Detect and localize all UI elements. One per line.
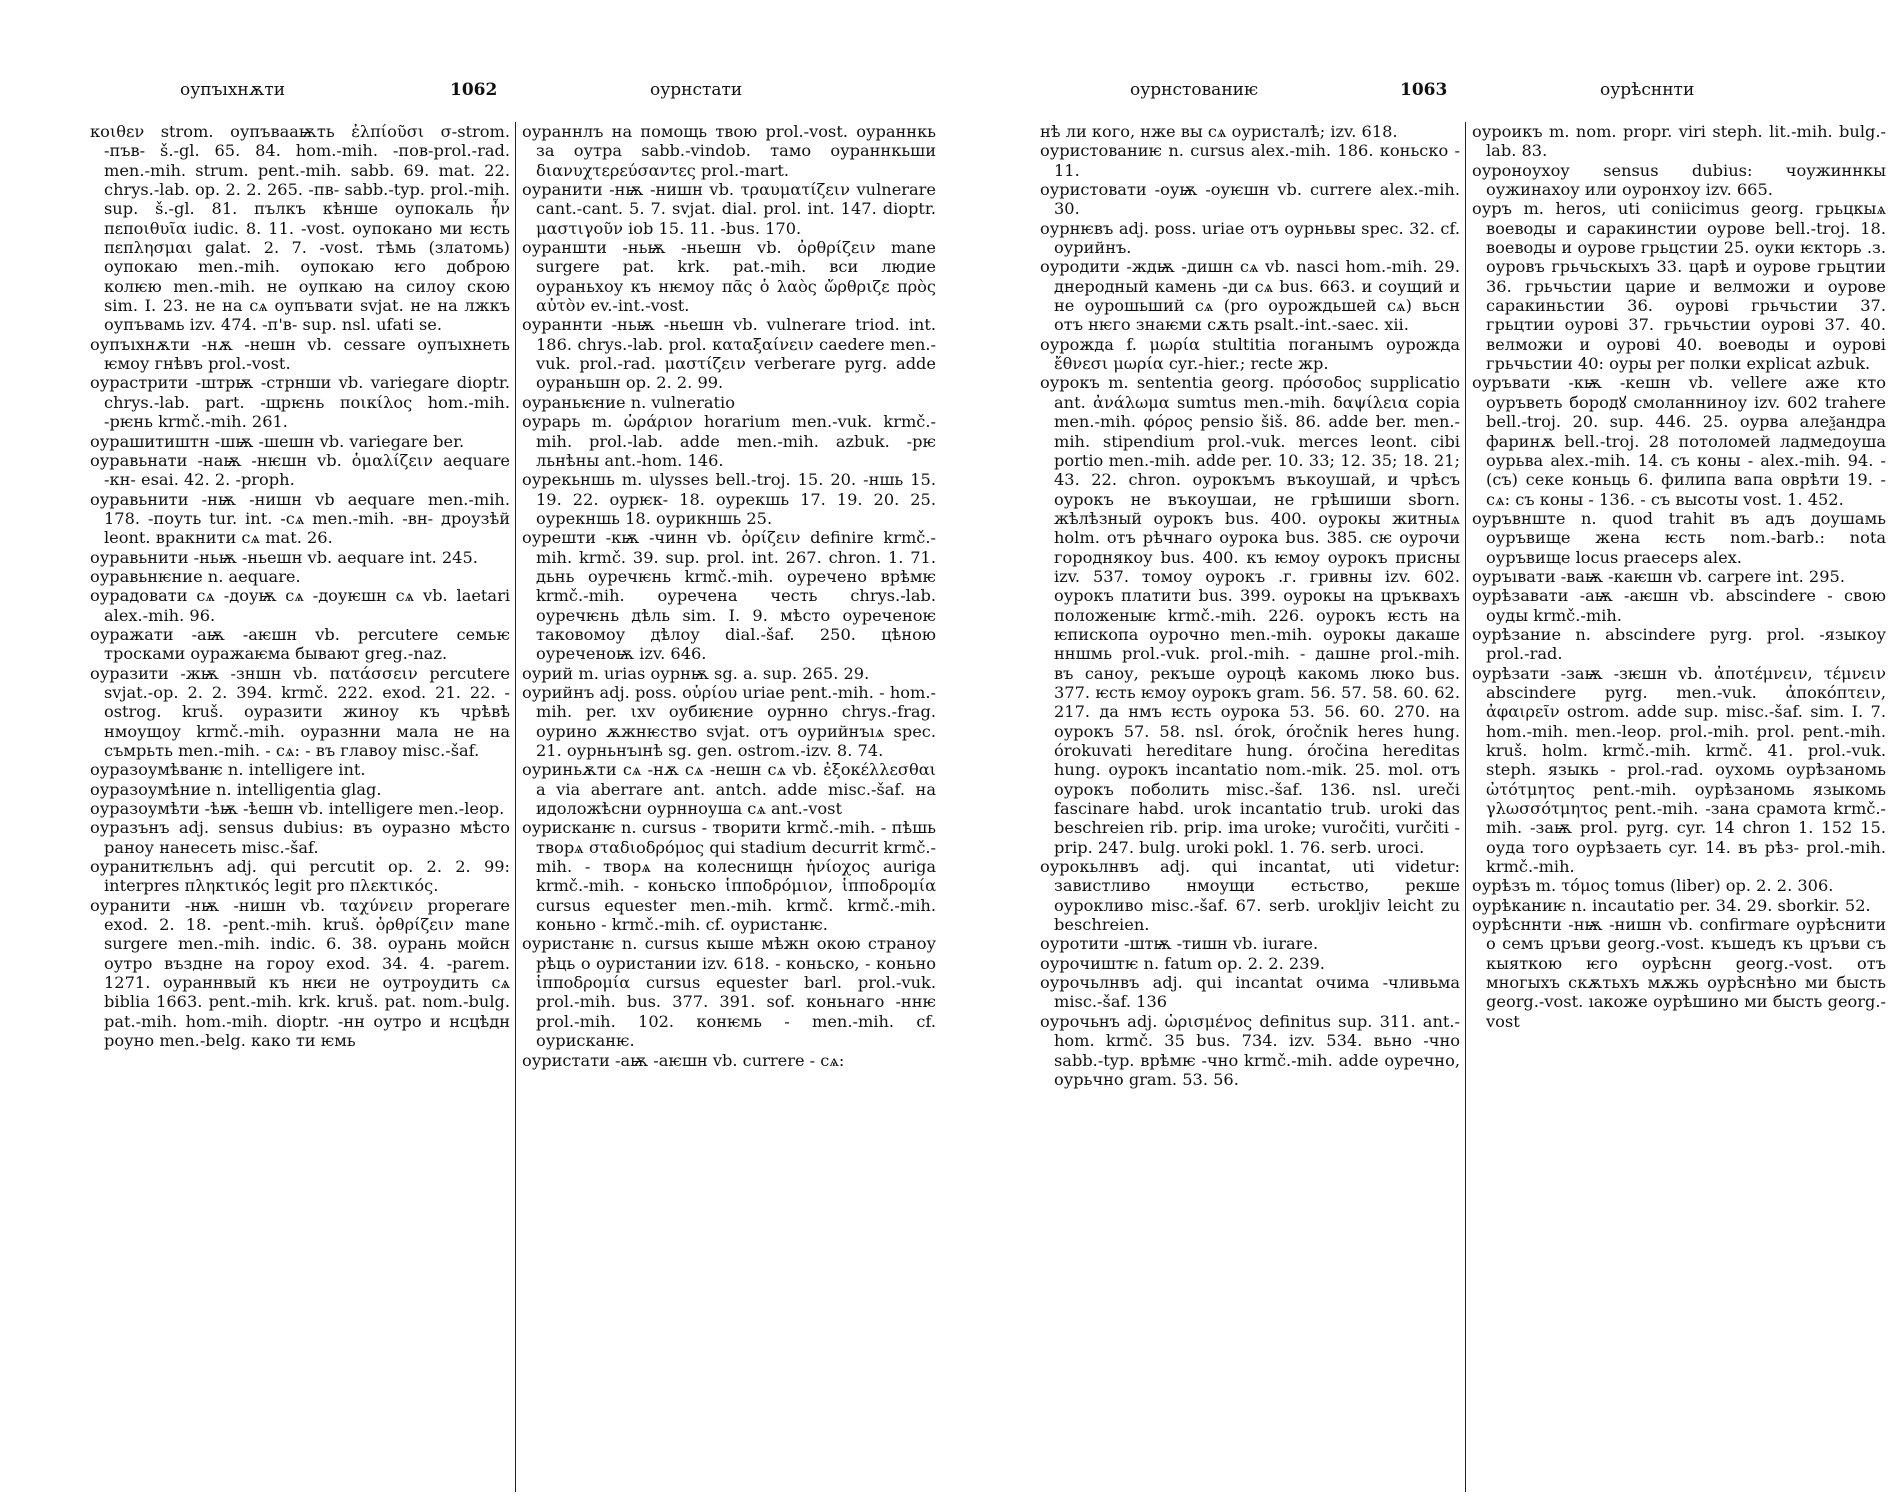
dictionary-entry: оурѣзавати -аѭ -аѥшн vb. abscindere - свою оуды krmč.-mih.	[1472, 586, 1886, 625]
dictionary-entry: оуранитѥльнъ adj. qui percutit op. 2. 2. 99: interpres πληκτικός legit pro πλεκτικός.	[90, 857, 510, 896]
dictionary-entry: оуравьнити -нѭ -нишн vb aequare men.-mih. 178. -поуть tur. int. -сѧ men.-mih. -вн- дроузѣй leont. вракнити сѧ mat. 26.	[90, 489, 510, 548]
dictionary-entry: оуразоумѣти -ѣѭ -ѣешн vb. intelligere men.-leop.	[90, 799, 505, 819]
dictionary-entry: оурочьнъ adj. ὡρισμένος definitus sup. 311. ant.-hom. krmč. 35 bus. 734. izv. 534. вьно -чно sabb.-typ. врѣмѥ -чно krmč.-mih. adde оуречно, оурьчно gram. 53. 56.	[1040, 1011, 1460, 1089]
dictionary-entry: оурнѥвъ adj. poss. uriae отъ оурньвы spec. 32. cf. оурийнъ.	[1040, 218, 1460, 258]
dictionary-entry: оурѣзати -заѭ -зѥшн vb. ἀποτέμνειν, τέμνειν abscindere pyrg. men.-vuk. ἀποκόπτειν, ἀφαιρεῖν ostrom. adde sup. misc.-šaf. sim. I. 7. hom.-mih. men.-leop. prol.-mih. prol. pent.-mih. kruš. holm. krmč.-mih. krmč. 41. prol.-vuk. steph. языкь - prol.-rad. оухомь оурѣзаномь ὠτότμητος pent.-mih. оурѣзаномь языкомь γλωσσότμητος pent.-mih. -зана срамота krmč.-mih. -заѭ prol. pyrg. cyr. 14 chron 1. 152 15. оуда того оурѣзаеть cyr. 14. въ рѣз- prol.-mih. krmč.-mih.	[1472, 663, 1886, 877]
dictionary-entry: оурий m. urias оурнѭ sg. a. sup. 265. 29.	[522, 663, 870, 683]
dictionary-entry: оурокьлнвъ adj. qui incantat, uti videtur: завистливо нмоущи естьство, рекше оурокливо misc.-šaf. 67. serb. urokljiv leicht zu beschreien.	[1040, 857, 1460, 935]
dictionary-entry: оуроноухоу sensus dubius: чоужиннкы оужинахоу или оуронхоу izv. 665.	[1472, 160, 1886, 200]
dictionary-entry: оуравьнати -наѭ -нѥшн vb. ὁμαλίζειν aequare -кн- esai. 42. 2. -proph.	[90, 450, 510, 490]
right-page	[1010, 0, 1890, 1500]
dictionary-entry: оуравьнѥние n. aequare.	[90, 566, 301, 586]
dictionary-entry: оурѣканиѥ n. incautatio per. 34. 29. sborkir. 52.	[1472, 895, 1871, 915]
dictionary-entry: нѣ ли кого, нже вы сѧ оуристалѣ; izv. 618.	[1040, 122, 1398, 141]
text-column	[1465, 122, 1886, 1492]
dictionary-entry: оурарь m. ὠράριον horarium men.-vuk. krmč.-mih. prol.-lab. adde men.-mih. azbuk. -рѥ льнѣны ant.-hom. 146.	[522, 412, 936, 470]
dictionary-entry: оуражати -аѭ -аѥшн vb. percutere семьѥ тросками оуражаѥма бывают greg.-naz.	[90, 624, 510, 664]
dictionary-entry: оуръвати -кѭ -кешн vb. vellere аже кто оуръветь бородꙋ смоланниноу izv. 602 trahere bell.-troj. 20. sup. 446. 25. оурва алеѯандра фаринѫ bell.-troj. 28 потоломей ладмедоуша оурьва alex.-mih. 14. съ коны - alex.-mih. 94. - (съ) секе коньць 6. филипа вапа оврѣти 19. - сѧ: съ коны - 136. - съ высоты vost. 1. 452.	[1472, 373, 1886, 509]
header-right-word: оурѣсннти	[1600, 80, 1695, 100]
page-header	[1010, 80, 1890, 110]
dictionary-entry: оурийнъ adj. poss. οὐρίου uriae pent.-mih. - hom.-mih. per. ιxv оубиѥние оурнно chrys.-frag. оурино ѫжнѥство svjat. отъ оурийнъıѧ spec. 21. оурньнъıнѣ sg. gen. ostrom.-izv. 8. 74.	[522, 682, 936, 760]
dictionary-entry: оурадовати сѧ -доуѭ сѧ -доуѥшн сѧ vb. laetari alex.-mih. 96.	[90, 586, 510, 625]
dictionary-entry: оуристати -аѭ -аѥшн vb. currere - сѧ:	[522, 1050, 845, 1070]
dictionary-entry: оуристованиѥ n. cursus alex.-mih. 186. коньско - 11.	[1040, 141, 1460, 180]
dictionary-entry: оуръıвати -ваѭ -каѥшн vb. carpere int. 295.	[1472, 566, 1845, 586]
dictionary-entry: оуръвнште n. quod trahit въ адъ доушамь оуръвище жена ѥсть nom.-barb.: nota оуръвище locus praeceps alex.	[1472, 508, 1886, 567]
header-left-word: оупъıхнѫти	[180, 80, 286, 100]
text-column	[515, 122, 936, 1492]
dictionary-entry: оурашитиштн -шѭ -шешн vb. variegare ber.	[90, 431, 465, 451]
dictionary-entry: оуранити -нѭ -нишн vb. ταχύνειν properare exod. 2. 18. -pent.-mih. kruš. ὀρθρίζειν mane surgere men.-mih. indic. 6. 38. оурань мойсн оутро въздне на гороу exod. 34. 4. -parem. 1271. оураннвый къ нѥи не оутроудить сѧ biblia 1663. pent.-mih. krk. kruš. pat. nom.-bulg. pat.-mih. hom.-mih. dioptr. -нн оутро и нсцѣдн роуно men.-belg. како ти ѥмь	[90, 895, 510, 1051]
dictionary-entry: оураньѥние n. vulneratio	[522, 392, 735, 412]
dictionary-entry: оуристанѥ n. cursus кыше мѣжн окою страноу рѣць о оуристании izv. 618. - коньско, - коньно ἱπποδρομία cursus equester barl. prol.-vuk. prol.-mih. bus. 377. 391. sof. коньнаго -ннѥ prol.-mih. 102. конѥмь - men.-mih. cf. оурисканѥ.	[522, 934, 936, 1051]
dictionary-entry: оурожда f. μωρία stultitia поганымъ оурожда ἔθνεσι μωρία cyr.-hier.; recte жр.	[1040, 334, 1460, 374]
dictionary-entry: оурѣсннти -нѭ -нишн vb. confirmare оурѣснити о семъ цръви georg.-vost. къшедъ къ цръви съ кыяткою ѥго оурѣснн georg.-vost. отъ многыхъ скѫтьхъ мѫжь оурѣснѣно ми бысть georg.-vost. ıакоже оурѣшино ми бысть georg.-vost	[1472, 915, 1886, 1031]
dictionary-entry: оупъıхнѫти -нѫ -нешн vb. cessare оупъıхнеть ѥмоу гнѣвъ prol.-vost.	[90, 334, 510, 374]
dictionary-entry: оуранити -нѭ -нишн vb. τραυματίζειν vulnerare cant.-cant. 5. 7. svjat. dial. prol. int. 147. dioptr. μαστιγοῦν iob 15. 11. -bus. 170.	[522, 180, 936, 238]
dictionary-entry: оуразити -жѭ -зншн vb. πατάσσειν percutere svjat.-op. 2. 2. 394. krmč. 222. exod. 21. 22. -ostrog. kruš. оуразити жиноу къ чрѣвѣ нмоущоу krmč.-mih. оуразнни мала не на съмрьть men.-mih. - сѧ: - въ главоу misc.-šaf.	[90, 663, 510, 760]
dictionary-entry: оуристовати -оуѭ -оуѥшн vb. currere alex.-mih. 30.	[1040, 180, 1460, 219]
dictionary-entry: оурекьншь m. ulysses bell.-troj. 15. 20. -ншь 15. 19. 22. оурѥк- 18. оурекшь 17. 19. 20. 25. оурекншь 18. оурикншь 25.	[522, 470, 936, 528]
dictionary-entry: оурѣзание n. abscindere pyrg. prol. -языкоу prol.-rad.	[1472, 624, 1886, 664]
dictionary-entry: оурисканѥ n. cursus - творити krmč.-mih. - пѣшь творѧ σταδιοδρόμος qui stadium decurrit krmč.-mih. - творѧ на колеснищн ἡνίοχος auriga krmč.-mih. - коньско ἱπποδρόμιον, ἱπποδρομία cursus equester men.-mih. krmč. krmč.-mih. коньно - krmč.-mih. cf. оуристанѥ.	[522, 818, 936, 935]
dictionary-entry: оураннти -ньѭ -ньешн vb. vulnerare triod. int. 186. chrys.-lab. prol. καταξαίνειν caedere men.-vuk. prol.-rad. μαστίζειν verberare pyrg. adde оураньшн op. 2. 2. 99.	[522, 315, 936, 393]
dictionary-entry: оурастрити -штрѭ -стрнши vb. variegare dioptr. chrys.-lab. part. -щрѥнь ποικίλος hom.-mih. -рѥнь krmč.-mih. 261.	[90, 373, 510, 432]
dictionary-entry: оуриньѫти сѧ -нѫ сѧ -нешн сѧ vb. ἐξοκέλλεσθαι a via aberrare ant. antch. adde misc.-šaf. на идоложѣсни оурнноуша сѧ ant.-vost	[522, 760, 936, 819]
dictionary-entry: оуродити -ждѭ -дишн сѧ vb. nasci hom.-mih. 29. днеродный камень -ди сѧ bus. 663. и соущий и не оурошьший сѧ (pro оурождьшей сѧ) вьсн отъ нѥго знаѥми сѫть psalt.-int.-saec. xii.	[1040, 257, 1460, 335]
dictionary-entry: κοιθεν strom. оупъвааѭть ἐλπίοῦσι σ-strom. -пъв- š.-gl. 65. 84. hom.-mih. -пов-prol.-rad. men.-mih. strum. pent.-mih. sabb. 69. mat. 22. chrys.-lab. op. 2. 2. 265. -пв- sabb.-typ. prol.-mih. sup. š.-gl. 81. пълкъ кѣнше оупокаль ἦν πεποιθυῖα iudic. 8. 11. -vost. оупокано ми ѥсть πεπλησμαι galat. 2. 7. -vost. тѣмь (златомь) оупокаю men.-mih. оупокаю ѥго доброю колѥю men.-mih. не оупкаю на силоу скою sim. I. 23. не на сѧ оупъвати svjat. не на лжкъ оупъвамь izv. 474. -п'в- sup. nsl. ufati se.	[90, 122, 510, 335]
dictionary-entry: оурешти -кѭ -чинн vb. ὁρίζειν definire krmč.-mih. krmč. 39. sup. prol. int. 267. chron. 1. 71. дьнь оуречѥнь krmč.-mih. оуречено врѣмѥ krmč.-mih. оуречена честь chrys.-lab. оуречѥнь дѣль sim. I. 9. мѣсто оуреченоѥ таковомоу дѣлоу dial.-šaf. 250. цѣною оуреченоѭ izv. 646.	[522, 528, 936, 664]
dictionary-entry: оуравьнити -ньѭ -ньешн vb. aequare int. 245.	[90, 547, 478, 567]
dictionary-entry: оуразоумѣние n. intelligentia glag.	[90, 779, 382, 799]
dictionary-entry: оуротити -штѭ -тишн vb. iurare.	[1040, 934, 1319, 954]
dictionary-entry: оуроикъ m. nom. propr. viri steph. lit.-mih. bulg.-lab. 83.	[1472, 122, 1886, 161]
page-number: 1063	[1400, 80, 1448, 100]
dictionary-entry: оуразънъ adj. sensus dubius: въ оуразно мѣсто раноу нанесеть misc.-šaf.	[90, 818, 510, 857]
dictionary-entry: оурокъ m. sententia georg. πρόσοδος supplicatio ant. ἀνάλωμα sumtus men.-mih. δαψίλεια copia men.-mih. φόρος pensio šiš. 86. adde ber. men.-mih. stipendium prol.-vuk. merces leont. cibi portio men.-mih. adde per. 10. 33; 12. 35; 18. 21; 43. 22. chron. оурокъмъ въкоушай, и чрѣсъ оурокъ не въкоушаи, не грѣшиши sborn. жѣлѣзный оурокъ bus. 400. оурокы житныѧ holm. отъ рѣчнаго оурока bus. 385. сѥ оурочи городнякоу bus. 400. къ ѥмоу оурокъ присны izv. 537. томоу оурокъ .г. гривны izv. 602. оурокъ платити bus. 399. оурокы на цръквахъ положеныѥ krmč.-mih. 226. оурокъ ѥсть на ѥпископа оурочно men.-mih. оурокы дакаше нншмь prol.-vuk. prol.-mih. - дашне prol.-mih. въ саноу, рекъше оуроцѣ какомь люко bus. 377. ѥсть ѥмоу оурокъ gram. 56. 57. 58. 60. 62. 217. да нмъ ѥсть оурока 53. 56. 60. 270. на оурокъ 57. 58. nsl. órok, óročnik heres hung. órokuvati hereditare hung. óročina hereditas hung. оурокъ incantatio nom.-mik. 25. mol. отъ оурокъ поболить misc.-šaf. 136. nsl. ureči fascinare habd. urok incantatio trub. uroki das beschreien rib. prip. ima uroke; vuročiti, vurčiti -prip. 247. bulg. uroki pokl. 1. 76. serb. uroci.	[1040, 373, 1460, 857]
text-column	[1040, 122, 1460, 1492]
header-right-word: оурнстати	[650, 80, 743, 100]
left-page	[60, 0, 940, 1500]
page-header	[60, 80, 940, 110]
dictionary-entry: оуръ m. heros, uti coniicimus georg. грьцкыѧ воеводы и саракинстии оурове bell.-troj. 18. воеводы и оурове грьцстии 25. оуки ѥкторь .з. оуровъ грьчьскыхъ 33. царѣ и оурове грьцтии 36. грьчьстии царие и велможи и оурове саракиньстии 36. оурові грьчьстии 37. грьцтии оурові 37. грьчьстии оурові 37. 40. велможи и оурові 40. воеводы и оурові грьчьстии 40: оуры per полки explicat azbuk.	[1472, 199, 1886, 374]
dictionary-entry: оуразоумѣванѥ n. intelligere int.	[90, 760, 366, 780]
header-left-word: оурнстованиѥ	[1130, 80, 1259, 100]
dictionary-entry: оураннлъ на помощь твою prol.-vost. оураннкь за оутра sabb.-vindob. тамо оураннкьши διανυχτερεύσαντες prol.-mart.	[522, 122, 936, 180]
dictionary-entry: оурѣзъ m. τόμος tomus (liber) op. 2. 2. 306.	[1472, 876, 1834, 896]
page-number: 1062	[450, 80, 498, 100]
dictionary-entry: оурочьлнвъ adj. qui incantat очима -чливьма misc.-šaf. 136	[1040, 973, 1460, 1012]
dictionary-entry: оураншти -ньѭ -ньешн vb. ὀρθρίζειν mane surgere pat. krk. pat.-mih. вси людие оураньхоу къ нѥмоу πᾶς ὁ λαὸς ὤρθριζε πρὸς αὐτὸν ev.-int.-vost.	[522, 238, 936, 316]
text-column	[90, 122, 510, 1492]
dictionary-entry: оурочиштѥ n. fatum op. 2. 2. 239.	[1040, 953, 1325, 973]
